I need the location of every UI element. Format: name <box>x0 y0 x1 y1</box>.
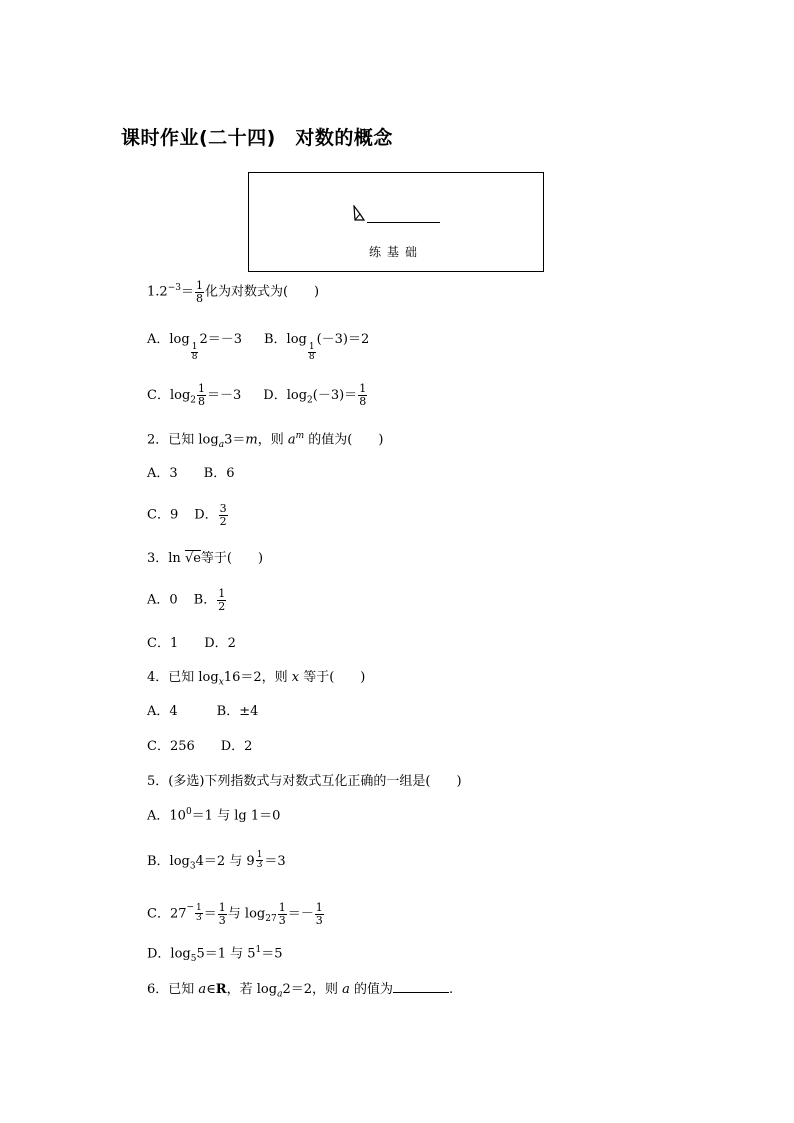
q1-option-b: B．log $\frac{1}{8}$ (－3)＝2 <box>263 332 370 363</box>
q4-options-cd: C．256 D．2 <box>147 739 253 754</box>
q1-options-cd <box>147 383 368 407</box>
page-title: 课时作业(二十四) 对数的概念 <box>121 127 393 149</box>
q4-options-ab: A．4 B．±4 <box>147 704 259 719</box>
q5-option-b: B．$\log_34=2$ 与 9 $\frac{1}{3}$ ＝3 <box>147 850 286 872</box>
question-6: 6．已知 a∈R，若 $\log_a2=2$，则 a 的值为 . <box>147 982 454 1000</box>
question-4: 4．已知 $\log_x16=2$，则 x 等于( ) <box>147 670 366 688</box>
question-3: 3．ln √e等于( ) <box>147 551 264 566</box>
q5-option-a: A．$10^0=1$ 与 lg 1＝0 <box>147 807 281 824</box>
q1-option-d: D．$\log_2(-3)=$ $\frac{1}{8}$ <box>263 382 367 408</box>
q1-options-ab <box>147 333 369 363</box>
fraction: $\frac{1}{8}$ <box>195 279 203 305</box>
answer-blank[interactable] <box>393 981 449 993</box>
writing-line <box>367 222 440 223</box>
q2-options-cd: C．9 D． $\frac{3}{2}$ <box>147 502 227 528</box>
q2-options-ab: A．3 B．6 <box>147 466 235 481</box>
question-1: $1.2^{-3}=$ $\frac{1}{8}$ 化为对数式为( ) <box>147 279 320 305</box>
sqrt-e: √e <box>184 551 201 566</box>
q1-option-a: A．log $\frac{1}{8}$ 2＝－3 <box>147 332 242 363</box>
q5-option-d: D．$\log_55=1$ 与 $5^1=5$ <box>147 945 283 964</box>
section-box <box>248 172 544 272</box>
question-2: 2．已知 $\log_a3=m$，则 $a^m$ 的值为( ) <box>147 431 384 450</box>
question-5: 5．(多选)下列指数式与对数式互化正确的一组是( ) <box>147 774 462 789</box>
q5-option-c: C．27− $\frac{1}{3}$ ＝ $\frac{1}{3}$ 与 $\log_{27}$ $\frac{1}{3}$ ＝－ $\frac{1}{3}$ <box>147 901 323 927</box>
q1-option-c: C．$\log_2$ $\frac{1}{8}$ ＝－3 <box>147 382 242 408</box>
q3-options-ab: A．0 B． $\frac{1}{2}$ <box>147 587 226 613</box>
pen-icon <box>352 205 366 223</box>
section-label: 练基础 <box>368 245 423 259</box>
q3-options-cd: C．1 D．2 <box>147 636 236 651</box>
